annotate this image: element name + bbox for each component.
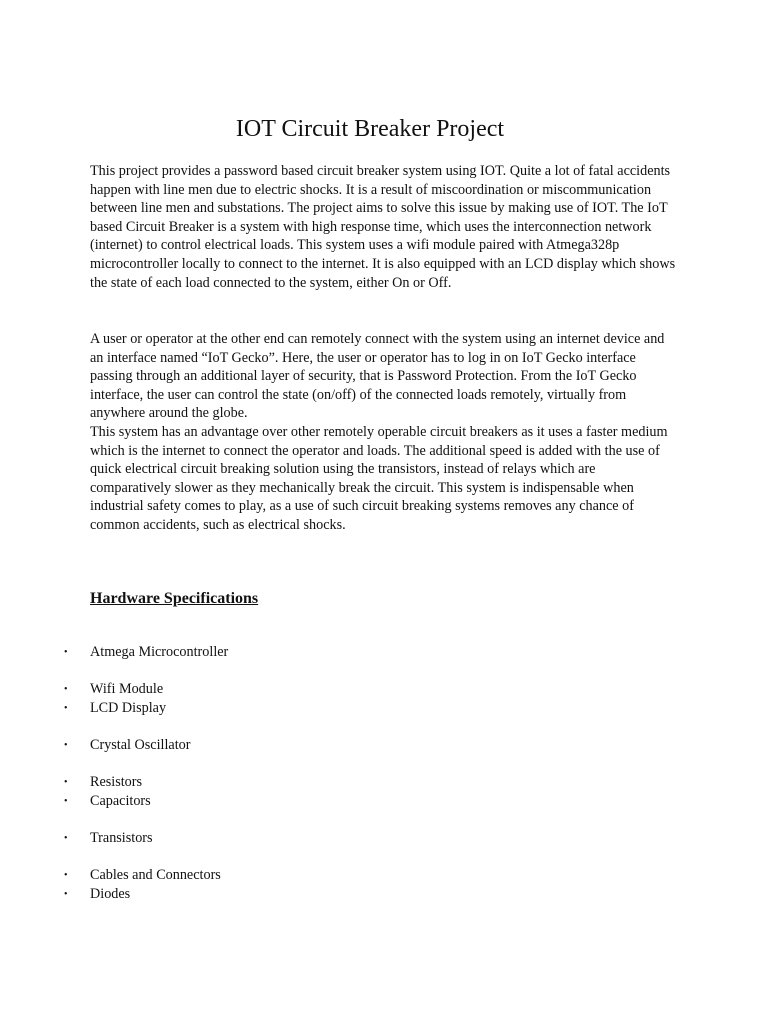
list-item-text: Resistors [90, 774, 143, 790]
list-item [0, 792, 400, 811]
bullet-icon: • [64, 889, 68, 900]
list-item-text: Capacitors [90, 793, 151, 809]
bullet-icon: • [64, 740, 68, 751]
list-item [0, 773, 400, 792]
hardware-specifications-heading: Hardware Specifications [90, 590, 259, 607]
list-item-text: Diodes [90, 886, 131, 902]
operator-paragraph: A user or operator at the other end can remotely connect with the system using an internet device and an interface named “IoT Gecko”. Here, the user or operator has to log in on IoT Gecko interface passing through an additional layer of security, that is Password Protection. From the IoT Gecko interface, the user can control the state (on/off) of the connected loads remotely, virtually from anywhere around the globe. [90, 331, 665, 422]
list-item-text: Transistors [90, 830, 153, 846]
list-item [0, 829, 400, 848]
list-item [0, 643, 400, 662]
bullet-icon: • [64, 777, 68, 788]
list-item-text: Wifi Module [90, 681, 164, 697]
intro-paragraph: This project provides a password based circuit breaker system using IOT. Quite a lot of fatal accidents happen with line men due to electric shocks. It is a result of miscoordination or miscommunication between line men and substations. The project aims to solve this issue by making use of IOT. The IoT based Circuit Breaker is a system with high response time, which uses the interconnection network (internet) to control electrical loads. This system uses a wifi module paired with Atmega328p microcontroller locally to connect to the internet. It is also equipped with an LCD display which shows the state of each load connected to the system, either On or Off. [90, 163, 676, 291]
list-item [0, 885, 400, 904]
bullet-icon: • [64, 647, 68, 658]
bullet-icon: • [64, 833, 68, 844]
list-item [0, 680, 400, 699]
document-title: IOT Circuit Breaker Project [235, 116, 505, 142]
list-item-text: Crystal Oscillator [90, 737, 191, 753]
bullet-icon: • [64, 703, 68, 714]
bullet-icon: • [64, 684, 68, 695]
list-item-text: LCD Display [90, 700, 167, 716]
list-item [0, 866, 400, 885]
list-item [0, 699, 400, 718]
list-item-text: Atmega Microcontroller [90, 644, 229, 660]
list-item [0, 736, 400, 755]
advantage-paragraph: This system has an advantage over other remotely operable circuit breakers as it uses a faster medium which is the internet to connect the operator and loads. The additional speed is added with the use of quick electrical circuit breaking solution using the transistors, instead of relays which are comparatively slower as they mechanically break the circuit. This system is indispensable when industrial safety comes to play, as a use of such circuit breaking systems removes any chance of common accidents, such as electrical shocks. [90, 424, 668, 533]
bullet-icon: • [64, 796, 68, 807]
list-item-text: Cables and Connectors [90, 867, 221, 883]
bullet-icon: • [64, 870, 68, 881]
